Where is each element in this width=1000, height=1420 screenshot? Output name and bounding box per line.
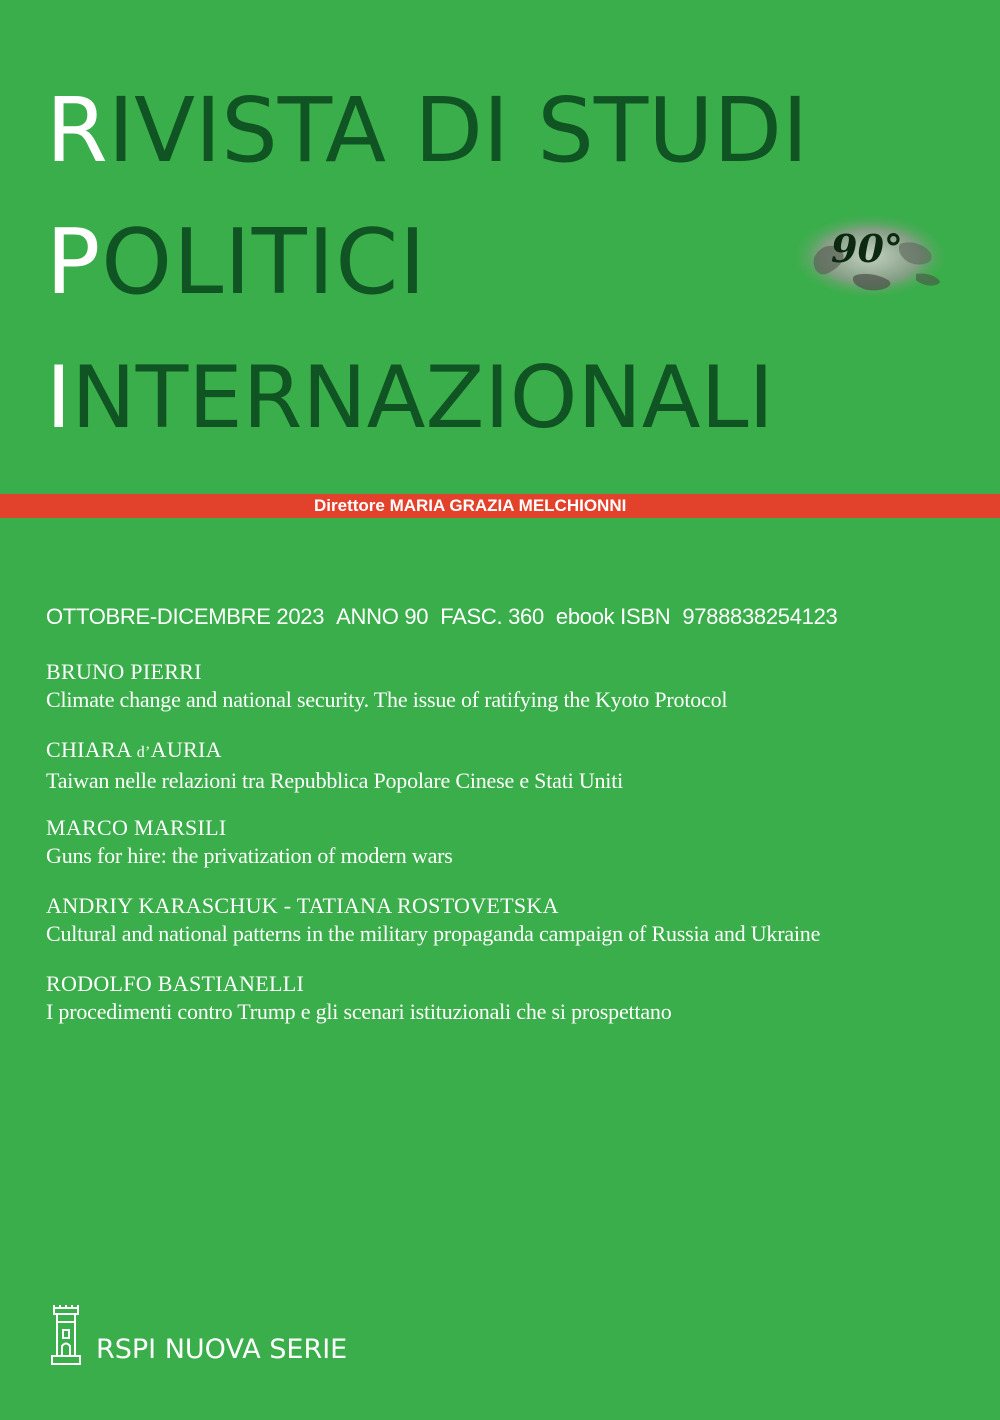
title-initial: I <box>46 348 72 448</box>
article-author: BRUNO PIERRI <box>46 659 202 684</box>
article-author: MARCO MARSILI <box>46 815 227 840</box>
article-entry <box>46 736 623 795</box>
title-rest: OLITICI <box>101 210 427 315</box>
article-entry <box>46 892 820 948</box>
article-entry <box>46 970 672 1026</box>
article-title: Cultural and national patterns in the military propaganda campaign of Russia and Ukraine <box>46 921 821 946</box>
article-author: ANDRIY KARASCHUK - TATIANA ROSTOVETSKA <box>46 893 559 918</box>
anniversary-badge <box>796 214 948 298</box>
article-title: I procedimenti contro Trump e gli scenari istituzionali che si prospettano <box>46 999 672 1024</box>
director-label: Direttore <box>314 496 385 515</box>
isbn-number: 9788838254123 <box>682 604 838 629</box>
anniversary-badge-text: 90° <box>831 226 903 271</box>
journal-title-line-1 <box>46 80 808 180</box>
article-title: Guns for hire: the privatization of modern wars <box>46 843 453 868</box>
title-initial: R <box>46 78 108 182</box>
issue-period: OTTOBRE-DICEMBRE 2023 <box>46 604 325 629</box>
isbn-label: ebook ISBN <box>555 604 671 629</box>
director-credit <box>314 495 626 517</box>
series-label: RSPI NUOVA SERIE <box>96 1334 348 1365</box>
article-entry <box>46 658 727 714</box>
issue-fascicle: FASC. 360 <box>440 604 544 629</box>
journal-title-line-2 <box>46 210 427 315</box>
article-entry <box>46 814 453 870</box>
title-initial: P <box>46 210 102 315</box>
article-title: Climate change and national security. The issue of ratifying the Kyoto Protocol <box>46 687 728 712</box>
issue-info <box>46 602 837 632</box>
title-rest: IVISTA DI STUDI <box>107 78 809 182</box>
article-title: Taiwan nelle relazioni tra Repubblica Popolare Cinese e Stati Uniti <box>46 768 624 793</box>
director-name: MARIA GRAZIA MELCHIONNI <box>389 496 627 515</box>
article-author: RODOLFO BASTIANELLI <box>46 971 305 996</box>
title-rest: NTERNAZIONALI <box>71 348 774 448</box>
journal-title-line-3 <box>46 348 774 448</box>
article-author: CHIARA d’AURIA <box>46 737 222 762</box>
issue-year: ANNO 90 <box>336 604 429 629</box>
tower-icon <box>50 1304 82 1366</box>
